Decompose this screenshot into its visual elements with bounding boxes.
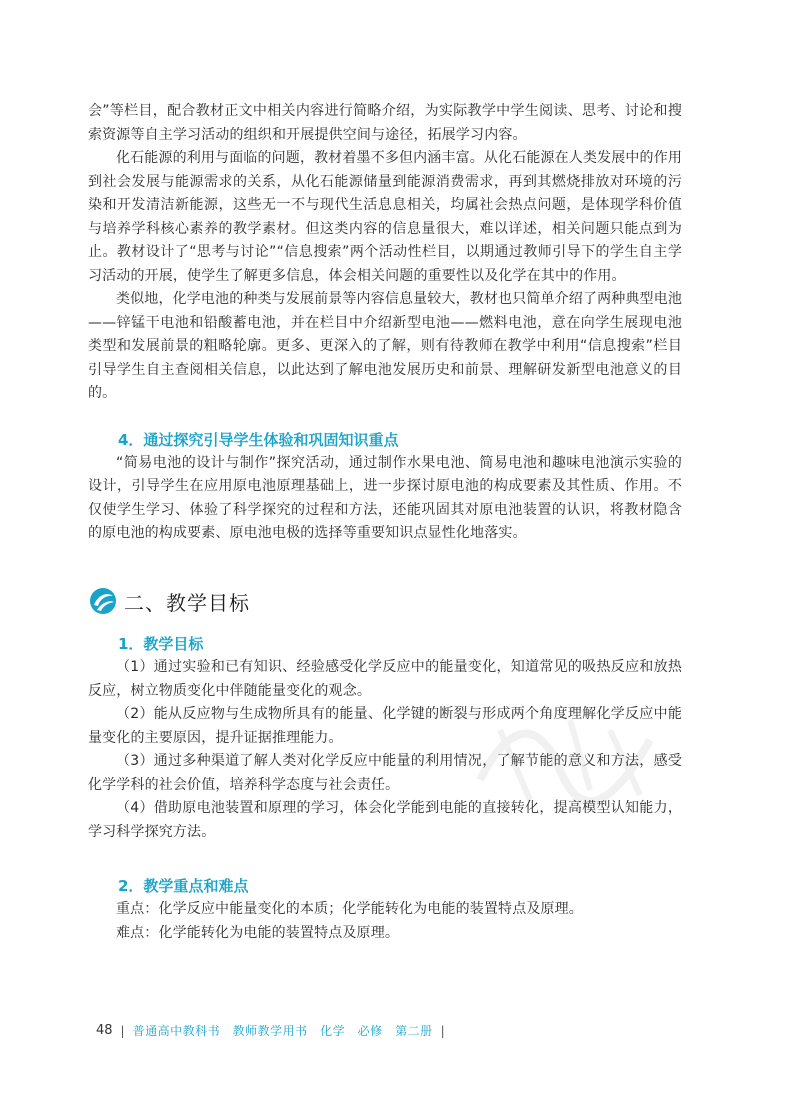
footer-separator: | (120, 1023, 125, 1038)
goals-heading: 1．教学目标 (118, 635, 204, 653)
intro-paragraph-2: 化石能源的利用与面临的问题，教材着墨不多但内涵丰富。从化石能源在人类发展中的作用到社会发展与能源需求的关系，从化石能源储量到能源消费需求，再到其燃烧排放对环境的污染和开发清洁新能源，这些无一不与现代生活息息相关，均属社会热点问题，是体现学科价值与培养学科核心素养的教学素材。但这类内容的信息量很大，难以详述，相关问题只能点到为止。教材设计了“思考与讨论”“信息搜索”两个活动性栏目，以期通过教师引导下的学生自主学习活动的开展，使学生了解更多信息，体会相关问题的重要性以及化学在其中的作用。 (88, 150, 682, 284)
section-header (88, 584, 250, 618)
intro-paragraph-1: 会”等栏目，配合教材正文中相关内容进行简略介绍，为实际教学中学生阅读、思考、讨论和搜索资源等自主学习活动的组织和开展提供空间与途径，拓展学习内容。 (88, 103, 682, 143)
goal-item: （2）能从反应物与生成物所具有的能量、化学键的断裂与形成两个角度理解化学反应中能量变化的主要原因，提升证据推理能力。 (88, 706, 682, 746)
goal-item: （3）通过多种渠道了解人类对化学反应中能量的利用情况，了解节能的意义和方法，感受化学学科的社会价值，培养科学态度与社会责任。 (88, 753, 682, 793)
footer-end-separator: | (440, 1023, 445, 1038)
book-title: 普通高中教科书 教师教学用书 化学 必修 第二册 (132, 1024, 433, 1038)
goals-block (88, 632, 682, 844)
intro-paragraph-3: 类似地，化学电池的种类与发展前景等内容信息量较大，教材也只简单介绍了两种典型电池——锌锰干电池和铅酸蓄电池，并在栏目中介绍新型电池——燃料电池，意在向学生展现电池类型和发展前景的粗略轮廓。更多、更深入的了解，则有待教师在教学中利用“信息搜索”栏目引导学生自主查阅相关信息，以此达到了解电池发展历史和前景、理解研发新型电池意义的目的。 (88, 291, 682, 401)
page-footer (96, 1022, 445, 1039)
paragraph-4: “简易电池的设计与制作”探究活动，通过制作水果电池、简易电池和趣味电池演示实验的设计，引导学生在应用原电池原理基础上，进一步探讨原电池的构成要素及其性质、作用。不仅使学生学习、体验了科学探究的过程和方法，还能巩固其对原电池装置的认识，将教材隐含的原电池的构成要素、原电池电极的选择等重要知识点显性化地落实。 (88, 454, 682, 541)
swirl-logo-icon (88, 586, 118, 616)
keypoints-block (88, 874, 682, 945)
goal-item: （4）借助原电池装置和原理的学习，体会化学能到电能的直接转化，提高模型认知能力，学习科学探究方法。 (88, 800, 682, 840)
heading-4: 4．通过探究引导学生体验和巩固知识重点 (118, 430, 399, 449)
goal-item: （1）通过实验和已有知识、经验感受化学反应中的能量变化，知道常见的吸热反应和放热反应，树立物质变化中伴随能量变化的观念。 (88, 659, 682, 699)
keypoint-item: 难点：化学能转化为电能的装置特点及原理。 (116, 924, 399, 941)
section-title: 二、教学目标 (124, 590, 250, 615)
page-content (88, 0, 682, 546)
keypoint-item: 重点：化学反应中能量变化的本质；化学能转化为电能的装置特点及原理。 (116, 901, 583, 917)
keypoints-heading: 2．教学重点和难点 (118, 877, 249, 895)
page-number: 48 (96, 1023, 113, 1038)
